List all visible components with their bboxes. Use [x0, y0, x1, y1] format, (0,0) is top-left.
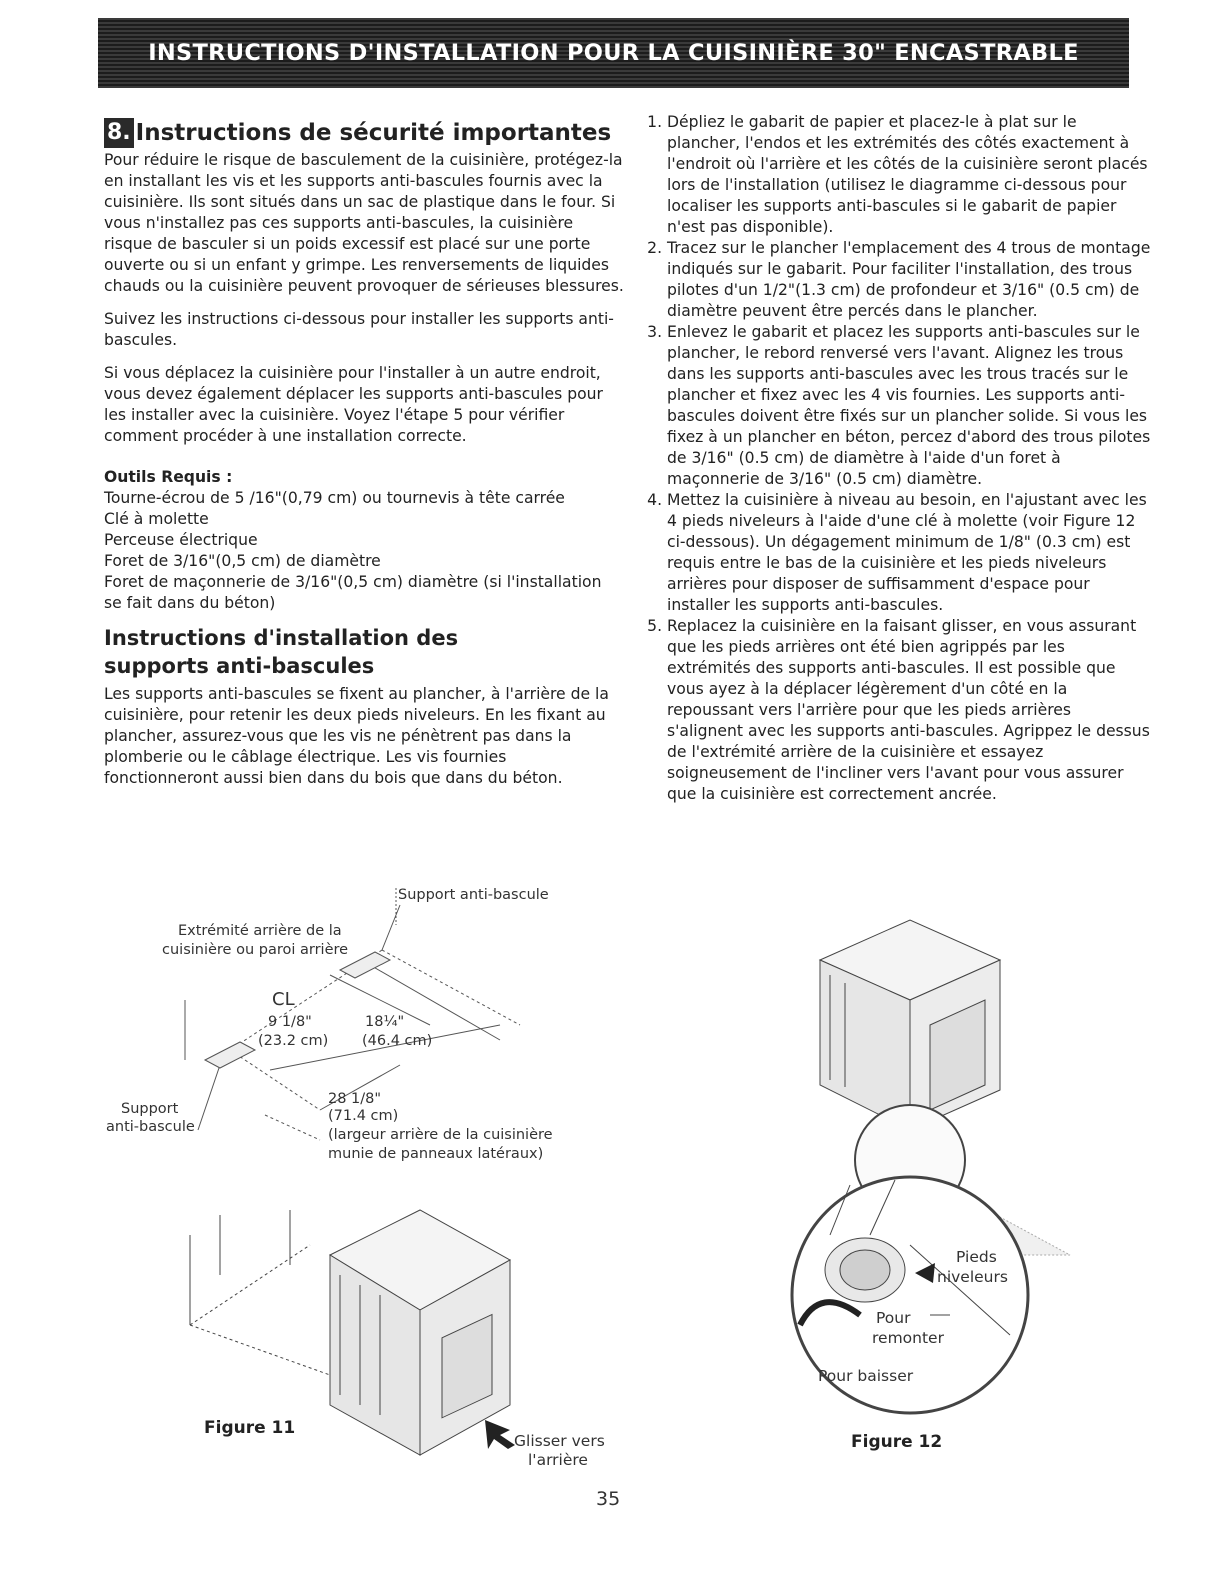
step-item: 3. Enlevez le gabarit et placez les supports anti-bascules sur le plancher, le rebord renversé vers l'avant. Alignez les trous dans les supports anti-bascules avec les trous tracés sur le plancher et fixez avec les 4 vis fournies. Les supports anti-bascules doivent être fixés sur un plancher solide. Si vous les fixez à un plancher en béton, percez d'abord des trous pilotes de 3/16" (0.5 cm) de diamètre à l'aide d'un foret à maçonnerie de 3/16" (0.5 cm) diamètre.	[667, 322, 1151, 490]
right-column	[641, 112, 1151, 805]
leveling-feet-illustration	[770, 915, 1160, 1435]
steps-list	[641, 112, 1151, 805]
step-item: 1. Dépliez le gabarit de papier et placez-le à plat sur le plancher, l'endos et les extrémités des côtés exactement à l'endroit où l'arrière et les côtés de la cuisinière seront placés lors de l'installation (utilisez le diagramme ci-dessous pour localiser les supports anti-bascules si le gabarit de papier n'est pas disponible).	[667, 112, 1151, 238]
follow-paragraph: Suivez les instructions ci-dessous pour installer les supports anti-bascules.	[104, 310, 614, 349]
page-number: 35	[596, 1488, 621, 1510]
dim-label: (largeur arrière de la cuisinière	[328, 1127, 553, 1143]
feet-label: Pieds	[956, 1248, 997, 1266]
dim-label: 9 1/8"	[268, 1014, 312, 1030]
raise-label: remonter	[872, 1329, 944, 1347]
tool-item: Perceuse électrique	[104, 531, 258, 549]
figure-12-label: Figure 12	[851, 1432, 943, 1452]
support-left-label: anti-bascule	[106, 1119, 195, 1135]
tool-item: Clé à molette	[104, 510, 209, 528]
dim-label: 18¼"	[365, 1014, 405, 1030]
support-top-label: Support anti-bascule	[398, 887, 549, 903]
step-item: 5. Replacez la cuisinière en la faisant glisser, en vous assurant que les pieds arrières ont été bien agrippés par les extrémités des supports anti-bascules. Il est possible que vous ayez à la déplacer légèrement d'un côté en la repoussant vers l'arrière pour que les pieds arrières s'alignent avec les supports anti-bascules. Agrippez le dessus de l'extrémité arrière de la cuisinière et essayez soigneusement de l'incliner vers l'avant pour vous assurer que la cuisinière est correctement ancrée.	[667, 616, 1151, 805]
dim-label: (23.2 cm)	[258, 1033, 329, 1049]
figure-11-label: Figure 11	[204, 1418, 296, 1438]
tools-list	[104, 467, 624, 614]
page-title: INSTRUCTIONS D'INSTALLATION POUR LA CUISINIÈRE 30" ENCASTRABLE	[148, 40, 1079, 66]
left-column	[104, 118, 624, 801]
feet-label: niveleurs	[937, 1268, 1008, 1286]
slide-label: Glisser vers	[514, 1432, 605, 1450]
step-item: 2. Tracez sur le plancher l'emplacement des 4 trous de montage indiqués sur le gabarit. Pour faciliter l'installation, des trous pilotes d'un 1/2"(1.3 cm) de profondeur et 3/16" (0.5 cm) de diamètre peuvent être percés dans le plancher.	[667, 238, 1151, 322]
section-number: 8.	[104, 118, 134, 148]
tool-item: Tourne-écrou de 5 /16"(0,79 cm) ou tournevis à tête carrée	[104, 489, 565, 507]
install-heading: Instructions d'installation des supports anti-bascules	[104, 626, 459, 678]
step-item: 4. Mettez la cuisinière à niveau au besoin, en l'ajustant avec les 4 pieds niveleurs à l'aide d'une clé à molette (voir Figure 12 ci-dessous). Un dégagement minimum de 1/8" (0.3 cm) est requis entre le bas de la cuisinière et les pieds niveleurs arrières pour disposer de suffisamment d'espace pour installer les supports anti-bascules.	[667, 490, 1151, 616]
section-title: Instructions de sécurité importantes	[135, 120, 612, 146]
tool-item: Foret de 3/16"(0,5 cm) de diamètre	[104, 552, 381, 570]
section-heading	[104, 118, 624, 148]
move-paragraph: Si vous déplacez la cuisinière pour l'installer à un autre endroit, vous devez également déplacer les supports anti-bascules pour les installer avec la cuisinière. Voyez l'étape 5 pour vérifier comment procéder à une installation correcte.	[104, 364, 603, 445]
intro-paragraph: Pour réduire le risque de basculement de la cuisinière, protégez-la en installant les vis et les supports anti-bascules fournis avec la cuisinière. Ils sont situés dans un sac de plastique dans le four. Si vous n'installez pas ces supports anti-bascules, la cuisinière risque de basculer si un poids excessif est placé sur une porte ouverte ou si un enfant y grimpe. Les renversements de liquides chauds ou la cuisinière peuvent provoquer de sérieuses blessures.	[104, 151, 624, 295]
slide-label: l'arrière	[528, 1451, 588, 1469]
dim-label: 28 1/8"	[328, 1091, 382, 1107]
header-banner	[98, 18, 1129, 88]
dim-label: (71.4 cm)	[328, 1108, 399, 1124]
tool-item: Foret de maçonnerie de 3/16"(0,5 cm) diamètre (si l'installation se fait dans du béton)	[104, 573, 602, 612]
support-left-label: Support	[121, 1101, 179, 1117]
rear-end-label: Extrémité arrière de la	[178, 923, 342, 939]
centerline-label: CL	[272, 989, 295, 1010]
dim-label: (46.4 cm)	[362, 1033, 433, 1049]
dim-label: munie de panneaux latéraux)	[328, 1146, 544, 1162]
raise-label: Pour	[876, 1309, 911, 1327]
lower-label: Pour baisser	[818, 1367, 914, 1385]
rear-end-label: cuisinière ou paroi arrière	[162, 942, 349, 958]
install-paragraph: Les supports anti-bascules se fixent au plancher, à l'arrière de la cuisinière, pour retenir les deux pieds niveleurs. En les fixant au plancher, assurez-vous que les vis ne pénètrent pas dans la plomberie ou le câblage électrique. Les vis fournies fonctionneront aussi bien dans du bois que dans du béton.	[104, 685, 609, 787]
tools-heading: Outils Requis :	[104, 468, 233, 486]
